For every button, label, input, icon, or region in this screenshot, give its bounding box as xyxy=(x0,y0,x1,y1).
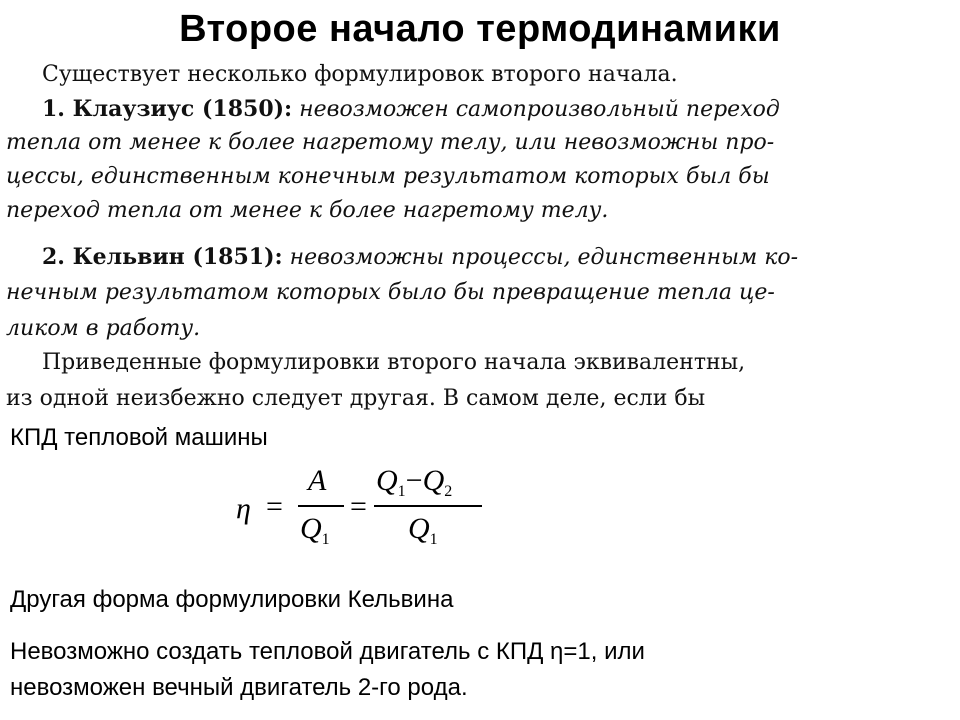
kelvin-alt-line-2: невозможен вечный двигатель 2-го рода. xyxy=(10,674,468,701)
kelvin-alt-line-1: Невозможно создать тепловой двигатель с КПД η=1, или xyxy=(10,638,645,665)
page-title: Второе начало термодинамики xyxy=(179,8,781,50)
kelvin-alt-heading: Другая форма формулировки Кельвина xyxy=(10,586,454,613)
clausius-line-3: цессы, единственным конечным результатом которых был бы xyxy=(6,164,770,189)
kelvin-label: 2. Кельвин (1851): xyxy=(42,244,283,270)
denominator-q1-2: $Q_1$ xyxy=(408,512,438,548)
fraction-bar-2 xyxy=(374,505,482,507)
kelvin-line-3: ликом в работу. xyxy=(6,316,201,341)
kelvin-line-2: нечным результатом которых было бы превращение тепла це- xyxy=(6,280,775,305)
denominator-q1: $Q_1$ xyxy=(300,512,330,548)
eta-symbol: η xyxy=(236,492,251,525)
efficiency-heading: КПД тепловой машины xyxy=(10,424,268,451)
kelvin-text-1: невозможны процессы, единственным ко- xyxy=(289,245,799,270)
clausius-line-4: переход тепла от менее к более нагретому телу. xyxy=(6,198,609,223)
clausius-line-2: тепла от менее к более нагретому телу, или невозможны про- xyxy=(6,130,775,155)
clausius-text-1: невозможен самопроизвольный переход xyxy=(299,97,780,122)
efficiency-formula xyxy=(236,462,486,562)
intro-line: Существует несколько формулировок второго начала. xyxy=(42,62,678,87)
kelvin-line-1 xyxy=(42,244,798,270)
numerator-q1-minus-q2: $Q_1-Q_2$ xyxy=(376,464,453,500)
equals-sign-2: = xyxy=(350,490,367,523)
equivalence-line-1: Приведенные формулировки второго начала эквивалентны, xyxy=(42,350,746,375)
clausius-label: 1. Клаузиус (1850): xyxy=(42,96,293,122)
equivalence-line-2: из одной неизбежно следует другая. В самом деле, если бы xyxy=(6,386,706,411)
fraction-bar-1 xyxy=(298,505,344,507)
numerator-work: A xyxy=(308,464,327,497)
equals-sign-1: = xyxy=(266,490,283,523)
clausius-line-1 xyxy=(42,96,780,122)
